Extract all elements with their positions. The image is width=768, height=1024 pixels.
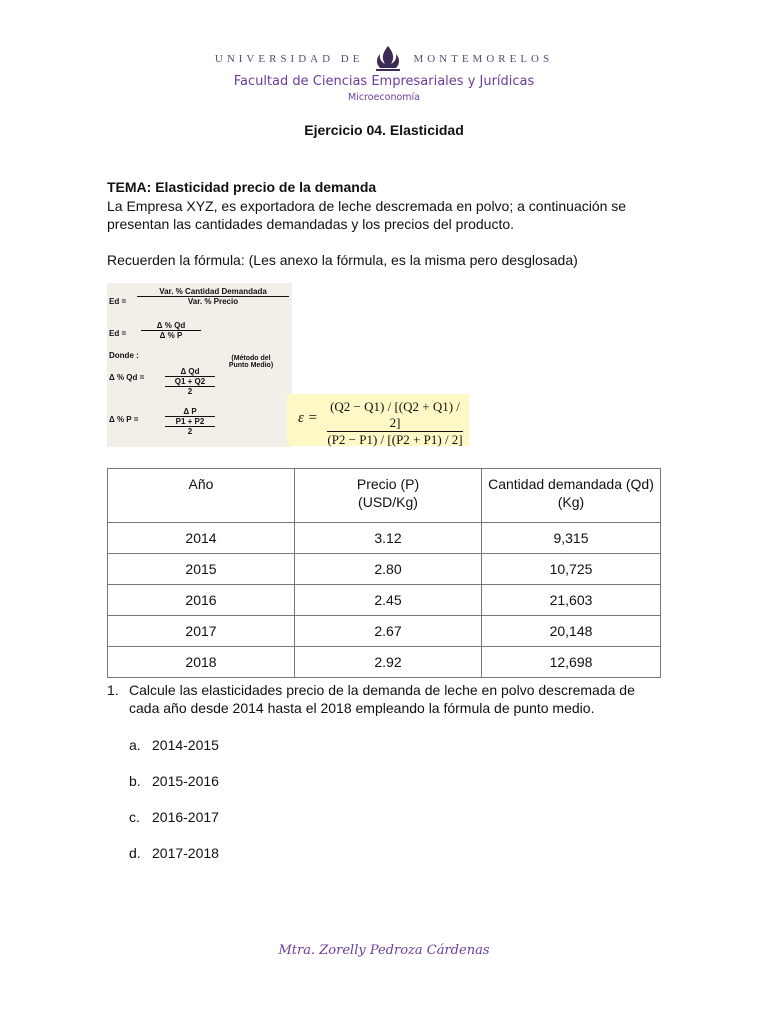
- ed-fraction: [137, 287, 289, 306]
- document-header: [0, 44, 768, 103]
- option-c: [129, 809, 219, 825]
- cell-quantity: 21,603: [482, 585, 661, 616]
- ed2-fraction: [141, 321, 201, 340]
- midpoint-denominator: (P2 − P1) / [(P2 + P1) / 2]: [327, 432, 463, 447]
- ed-label: Ed =: [109, 297, 127, 306]
- cell-price: 2.80: [295, 554, 482, 585]
- option-text: 2014-2015: [152, 737, 219, 753]
- faculty-name: Facultad de Ciencias Empresariales y Jurídicas: [233, 74, 535, 89]
- cell-year: 2018: [108, 647, 295, 678]
- formula-note: Recuerden la fórmula: (Les anexo la fórmula, es la misma pero desglosada): [107, 252, 578, 268]
- intro-paragraph: La Empresa XYZ, es exportadora de leche descremada en polvo; a continuación se presentan las cantidades demandadas y los precios del producto.: [107, 198, 627, 232]
- cell-quantity: 10,725: [482, 554, 661, 585]
- header-price: Precio (P) (USD/Kg): [295, 469, 482, 523]
- delta-q-sum: Q1 + Q2: [165, 377, 215, 387]
- ed-denominator: Var. % Precio: [187, 297, 239, 306]
- option-d: [129, 845, 219, 861]
- subject-name: Microeconomía: [348, 92, 420, 103]
- question-1: [107, 681, 667, 717]
- option-letter: a.: [129, 737, 141, 753]
- table-row: [108, 616, 661, 647]
- option-letter: b.: [129, 773, 141, 789]
- cell-year: 2017: [108, 616, 295, 647]
- delta-p-fraction: [165, 407, 215, 436]
- delta-p-numerator: Δ P: [165, 407, 215, 417]
- cell-year: 2016: [108, 585, 295, 616]
- cell-year: 2014: [108, 523, 295, 554]
- author-footer: Mtra. Zorelly Pedroza Cárdenas: [278, 943, 490, 958]
- delta-p-label: Δ % P =: [109, 415, 139, 424]
- midpoint-fraction: [327, 399, 463, 448]
- table-row: [108, 554, 661, 585]
- delta-q-label: Δ % Qd =: [109, 373, 145, 382]
- cell-quantity: 12,698: [482, 647, 661, 678]
- cell-price: 3.12: [295, 523, 482, 554]
- cell-price: 2.92: [295, 647, 482, 678]
- option-b: [129, 773, 219, 789]
- cell-quantity: 20,148: [482, 616, 661, 647]
- ed2-label: Ed =: [109, 329, 127, 338]
- method-label: (Método del Punto Medio): [228, 355, 274, 369]
- option-text: 2017-2018: [152, 845, 219, 861]
- midpoint-numerator: (Q2 − Q1) / [(Q2 + Q1) / 2]: [327, 399, 463, 432]
- ed2-denominator: Δ % P: [159, 331, 183, 340]
- cell-price: 2.45: [295, 585, 482, 616]
- university-name: [0, 44, 768, 74]
- ed2-numerator: Δ % Qd: [141, 321, 201, 331]
- exercise-title: Ejercicio 04. Elasticidad: [304, 122, 464, 138]
- ed-numerator: Var. % Cantidad Demandada: [137, 287, 289, 297]
- university-name-left: UNIVERSIDAD DE: [214, 53, 364, 65]
- delta-q-numerator: Δ Qd: [165, 367, 215, 377]
- table-row: [108, 647, 661, 678]
- delta-q-fraction: [165, 367, 215, 396]
- table-row: [108, 585, 661, 616]
- question-text: Calcule las elasticidades precio de la demanda de leche en polvo descremada de cada año desde 2014 hasta el 2018 empleando la fórmula de punto medio.: [129, 682, 635, 716]
- option-text: 2015-2016: [152, 773, 219, 789]
- question-number: 1.: [107, 682, 119, 698]
- university-name-right: MONTEMORELOS: [413, 53, 554, 65]
- delta-q-two: 2: [187, 387, 193, 396]
- midpoint-formula: [287, 394, 469, 446]
- price-quantity-table: [107, 468, 661, 678]
- delta-p-two: 2: [187, 427, 193, 436]
- option-a: [129, 737, 219, 753]
- option-letter: d.: [129, 845, 141, 861]
- elasticity-formula-image: [107, 283, 292, 447]
- delta-p-sum: P1 + P2: [165, 417, 215, 427]
- epsilon-label: ε =: [298, 410, 318, 426]
- university-logo-icon: [371, 44, 405, 74]
- option-text: 2016-2017: [152, 809, 219, 825]
- option-letter: c.: [129, 809, 140, 825]
- cell-price: 2.67: [295, 616, 482, 647]
- table-header-row: [108, 469, 661, 523]
- donde-label: Donde :: [109, 351, 139, 360]
- cell-year: 2015: [108, 554, 295, 585]
- table-row: [108, 523, 661, 554]
- header-year: Año: [108, 469, 295, 523]
- topic-heading: TEMA: Elasticidad precio de la demanda: [107, 179, 377, 195]
- header-quantity: Cantidad demandada (Qd) (Kg): [482, 469, 661, 523]
- cell-quantity: 9,315: [482, 523, 661, 554]
